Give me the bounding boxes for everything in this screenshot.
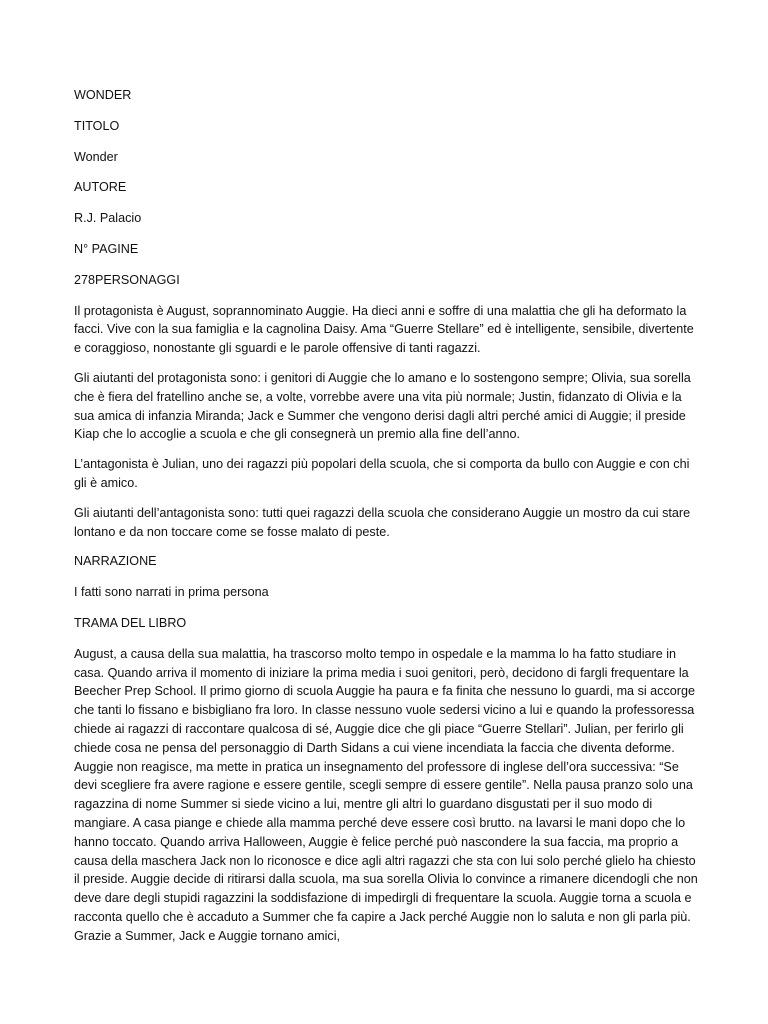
paragraph-protagonista: Il protagonista è August, soprannominato Auggie. Ha dieci anni e soffre di una malattia che gli ha deformato la facci. Vive con la sua famiglia e la cagnolina Daisy. Ama “Guerre Stellare” ed è intelligente, sensibile, divertente e coraggioso, nonostante gli sguardi e le parole offensive di tanti ragazzi. bbox=[74, 303, 694, 356]
document-page bbox=[74, 86, 700, 945]
paragraph-trama: August, a causa della sua malattia, ha trascorso molto tempo in ospedale e la mamma lo ha fatto studiare in casa. Quando arriva il momento di iniziare la prima media i suoi genitori, però, decidono di fargli frequentare la Beecher Prep School. Il primo giorno di scuola Auggie ha paura e fa finita che nessuno lo guardi, ma si accorge che tanti lo fissano e bisbigliano fra loro. In classe nessuno vuole sedersi vicino a lui e quando la professoressa chiede ai ragazzi di raccontare qualcosa di sé, Auggie dice che gli piace “Guerre Stellari”. Julian, per ferirlo gli chiede cosa ne pensa del personaggio di Darth Sidans a cui viene incendiata la faccia che diventa deforme. Auggie non reagisce, ma mette in pratica un insegnamento del professore di inglese dell’ora successiva: “Se devi scegliere fra avere ragione e essere gentile, scegli sempre di essere gentile”. Nella pausa pranzo solo una ragazzina di nome Summer si siede vicino a lui, mentre gli altri lo guardano disgustati per il suo modo di mangiare. A casa piange e chiede alla mamma perché deve essere così brutto. na lavarsi le mani dopo che lo hanno toccato. Quando arriva Halloween, Auggie è felice perché può nascondere la sua faccia, ma proprio a causa della maschera Jack non lo riconosce e dice agli altri ragazzi che sta con lui solo perché glielo ha chiesto il preside. Auggie decide di ritirarsi dalla scuola, ma sua sorella Olivia lo convince a rimanere dicendogli che non deve dare degli stupidi ragazzini la soddisfazione di impedirgli di frequentare la scuola. Auggie torna a scuola e racconta quello che è accaduto a Summer che fa capire a Jack perché Auggie non lo saluta e non gli parla più. Grazie a Summer, Jack e Auggie tornano amici, bbox=[74, 646, 698, 943]
autore-label: AUTORE bbox=[74, 180, 127, 195]
titolo-label: TITOLO bbox=[74, 118, 120, 133]
narrazione-value: I fatti sono narrati in prima persona bbox=[74, 585, 269, 600]
pagine-label: N° PAGINE bbox=[74, 241, 139, 256]
narrazione-label: NARRAZIONE bbox=[74, 554, 157, 569]
titolo-value: Wonder bbox=[74, 149, 118, 164]
autore-value: R.J. Palacio bbox=[74, 211, 142, 226]
pagine-value: 278PERSONAGGI bbox=[74, 272, 180, 287]
document-title: WONDER bbox=[74, 88, 132, 102]
paragraph-aiutanti-protagonista: Gli aiutanti del protagonista sono: i genitori di Auggie che lo amano e lo sostengono sempre; Olivia, sua sorella che è fiera del fratellino anche se, a volte, vorrebbe avere una vita più normale; Justin, fidanzato di Olivia e la sua amica di infanzia Miranda; Jack e Summer che vengono derisi dagli altri perché amici di Auggie; il preside Kiap che lo accoglie a scuola e che gli consegnerà un premio alla fine dell’anno. bbox=[74, 370, 691, 442]
trama-label: TRAMA DEL LIBRO bbox=[74, 615, 187, 630]
paragraph-aiutanti-antagonista: Gli aiutanti dell’antagonista sono: tutti quei ragazzi della scuola che considerano Auggie un mostro da cui stare lontano e da non toccare come se fosse malato di peste. bbox=[74, 505, 691, 539]
paragraph-antagonista: L’antagonista è Julian, uno dei ragazzi più popolari della scuola, che si comporta da bullo con Auggie e con chi gli è amico. bbox=[74, 457, 690, 490]
